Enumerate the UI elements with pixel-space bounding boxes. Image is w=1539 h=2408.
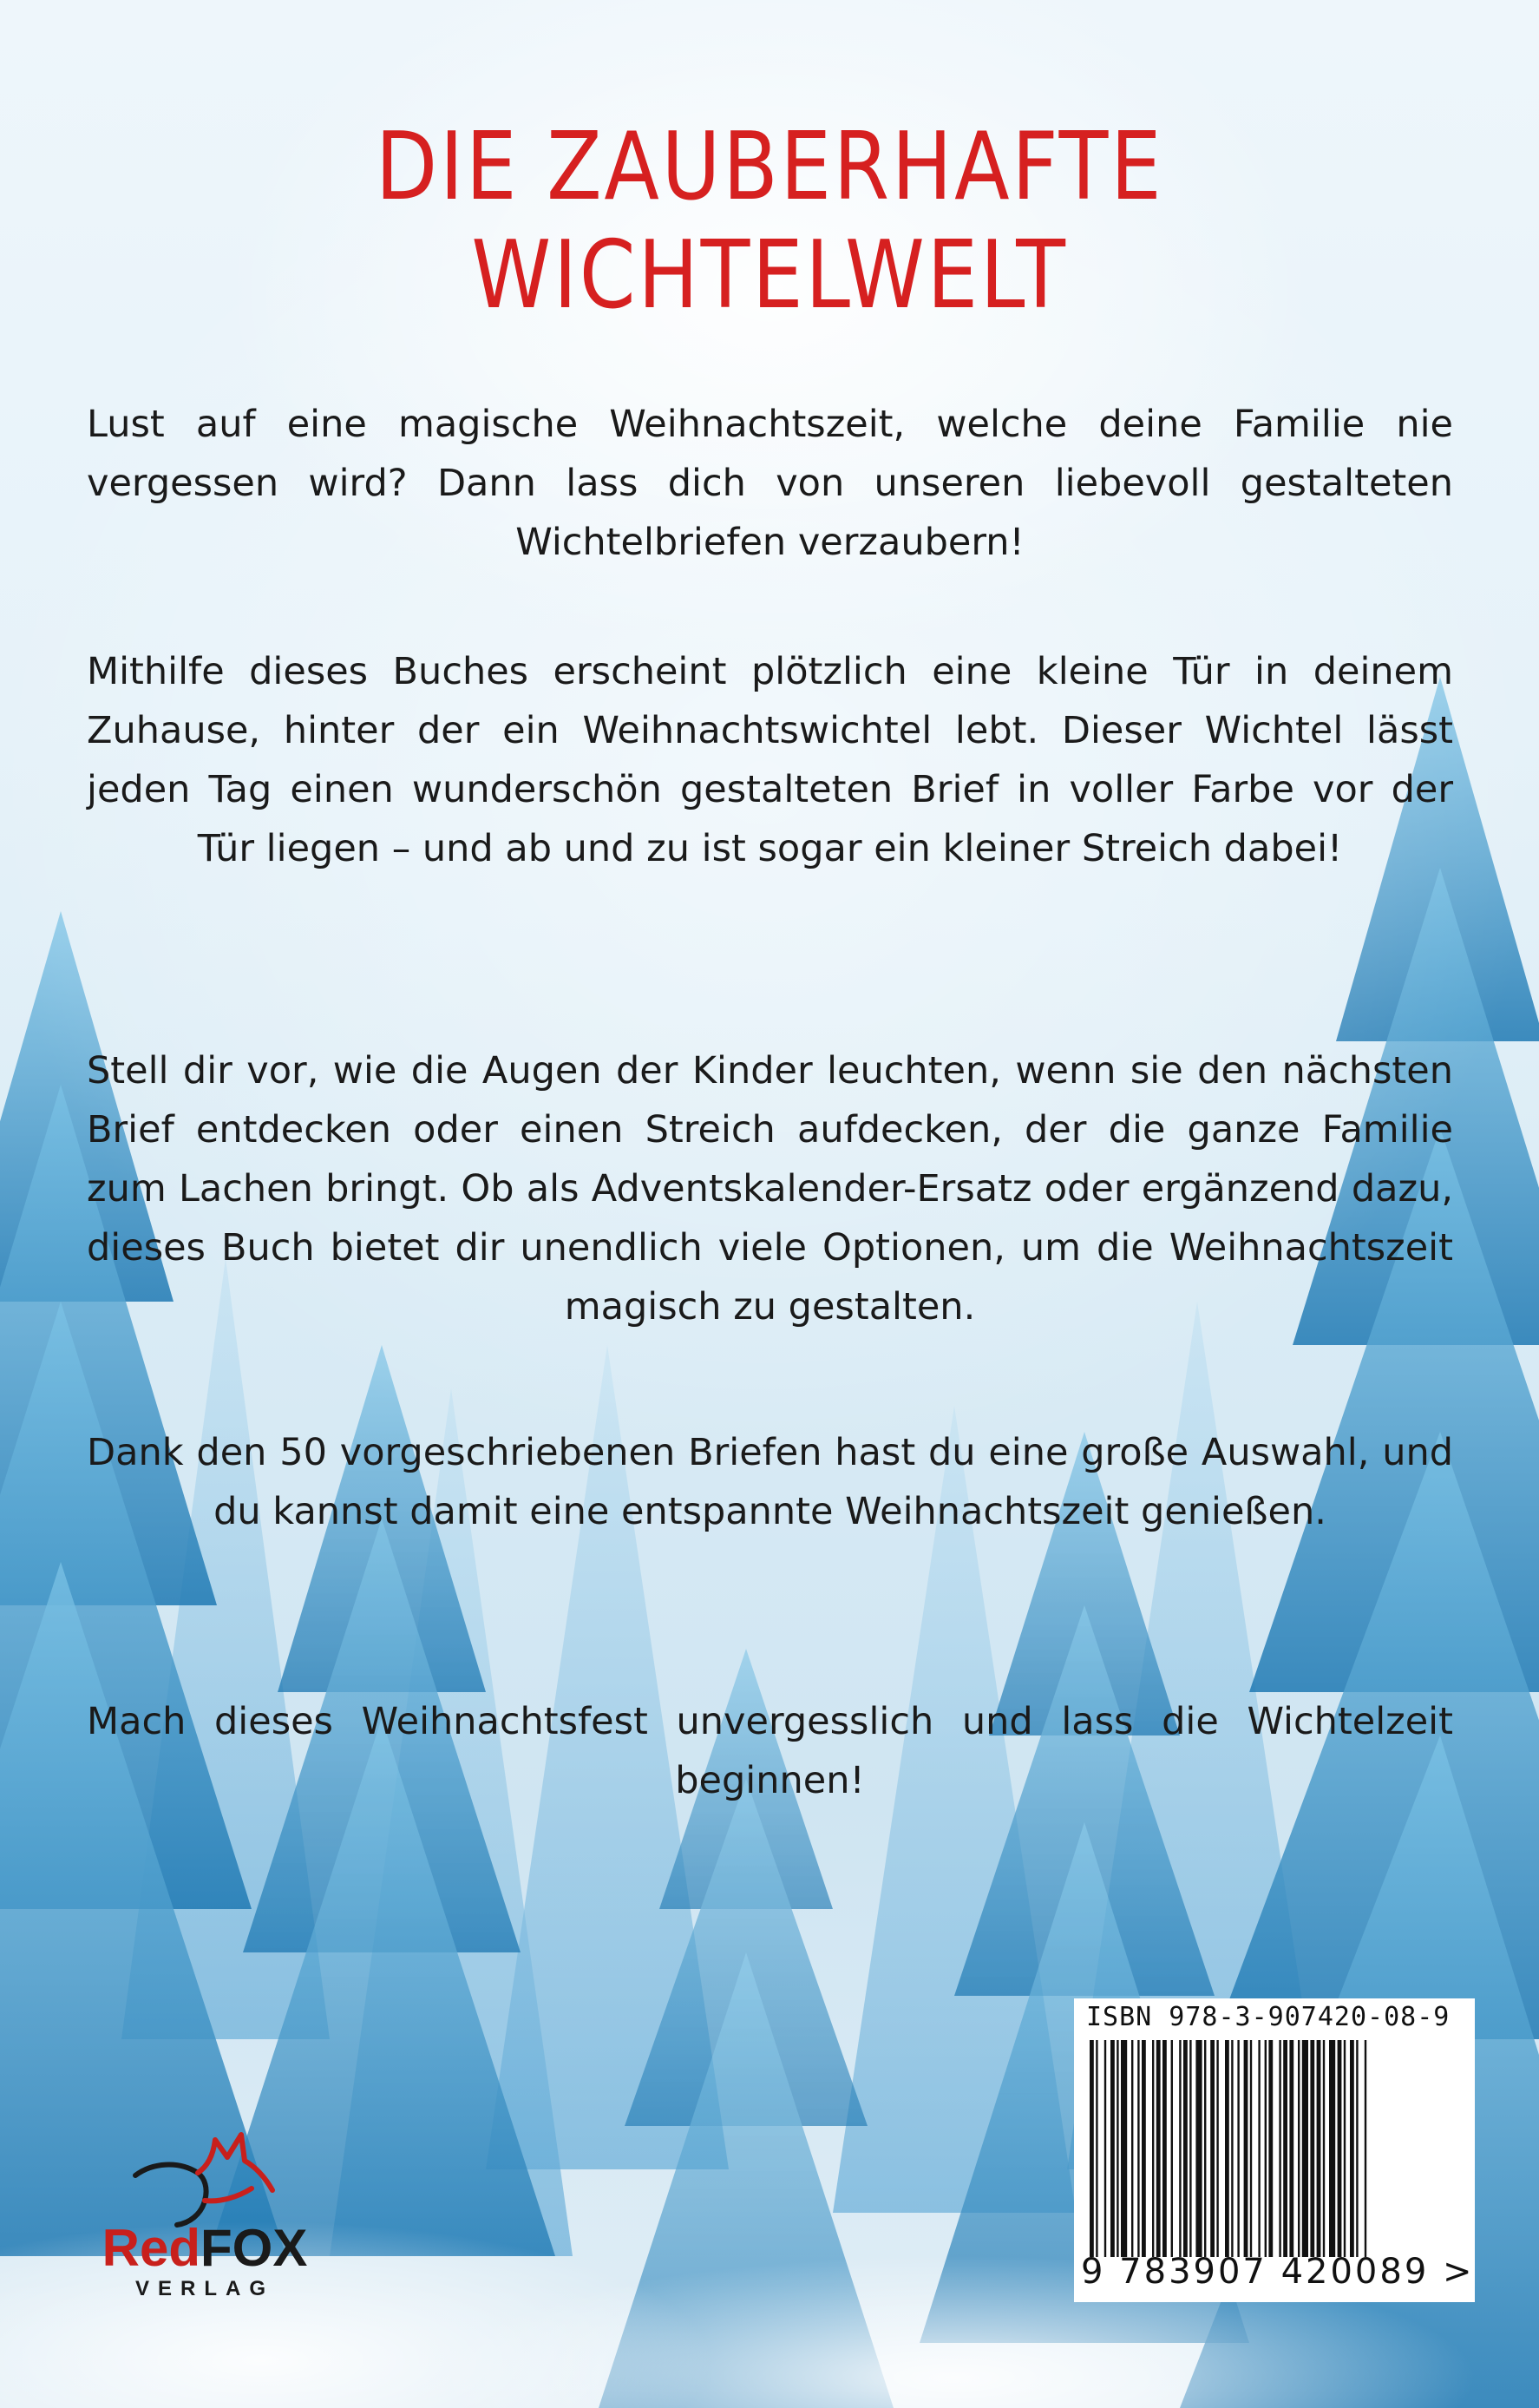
barcode-bar: [1250, 2040, 1252, 2257]
publisher-logo: [83, 2128, 326, 2300]
barcode-bar: [1258, 2040, 1260, 2257]
barcode-bar: [1237, 2040, 1239, 2257]
barcode-bar: [1179, 2040, 1181, 2257]
blurb-paragraph-2: [87, 642, 1453, 878]
barcode-bar: [1265, 2040, 1267, 2257]
blurb-paragraph-3: [87, 1041, 1453, 1336]
barcode-bar: [1344, 2040, 1346, 2257]
blurb-text-1: Lust auf eine magische Weihnachtszeit, welche deine Familie nie vergessen wird? Dann lass dich von unseren liebevoll gestalteten Wichtelbriefen verzaubern!: [87, 403, 1453, 564]
barcode-bar: [1323, 2040, 1325, 2257]
barcode-bar: [1152, 2040, 1154, 2257]
barcode-bar: [1117, 2040, 1118, 2257]
barcode-digits: 9 783907 420089 >: [1081, 2252, 1475, 2292]
blurb-text-3: Stell dir vor, wie die Augen der Kinder leuchten, wenn sie den nächsten Brief entdecken oder einen Streich aufdecken, der die ganze Familie zum Lachen bringt. Ob als Adventskalender-Ersatz oder ergänzend dazu, dieses Buch bietet dir unendlich viele Optionen, um die Weihnachtszeit magisch zu gestalten.: [87, 1049, 1453, 1329]
barcode-bar: [1356, 2040, 1358, 2257]
barcode-bar: [1110, 2040, 1115, 2257]
barcode-bar: [1283, 2040, 1287, 2257]
blurb-text-4: Dank den 50 vorgeschriebenen Briefen hast du eine große Auswahl, und du kannst damit eine entspannte Weihnachtszeit genießen.: [87, 1431, 1453, 1533]
barcode-bar: [1268, 2040, 1273, 2257]
barcode-bar: [1338, 2040, 1342, 2257]
blurb-paragraph-4: [87, 1423, 1453, 1541]
barcode-bar: [1298, 2040, 1300, 2257]
barcode-bar: [1096, 2040, 1097, 2257]
isbn-barcode-box: [1074, 1998, 1475, 2302]
barcode-bar: [1289, 2040, 1293, 2257]
barcode-bar: [1317, 2040, 1321, 2257]
barcode-bar: [1195, 2040, 1202, 2257]
blurb-paragraph-1: [87, 395, 1453, 572]
publisher-subline: VERLAG: [134, 2277, 274, 2300]
barcode-bar: [1329, 2040, 1335, 2257]
barcode-icon: [1090, 2040, 1459, 2257]
barcode-bar: [1302, 2040, 1308, 2257]
book-title: DIE ZAUBERHAFTE WICHTELWELT: [375, 113, 1164, 330]
blurb-paragraph-5: [87, 1692, 1453, 1810]
barcode-bar: [1090, 2040, 1094, 2257]
barcode-bar: [1210, 2040, 1215, 2257]
publisher-name: [83, 2218, 326, 2278]
barcode-bar: [1104, 2040, 1106, 2257]
barcode-bar: [1121, 2040, 1127, 2257]
publisher-name-dark: FOX: [200, 2219, 308, 2277]
barcode-bar: [1183, 2040, 1188, 2257]
barcode-bar: [1310, 2040, 1314, 2257]
barcode-bar: [1350, 2040, 1354, 2257]
barcode-bar: [1171, 2040, 1173, 2257]
publisher-name-red: Red: [102, 2219, 200, 2277]
barcode-bar: [1225, 2040, 1229, 2257]
blurb-text-2: Mithilfe dieses Buches erscheint plötzlich eine kleine Tür in deinem Zuhause, hinter der ein Weihnachtswichtel lebt. Dieser Wichtel lässt jeden Tag einen wunderschön gestalteten Brief in voller Farbe vor der Tür liegen – und ab und zu ist sogar ein kleiner Streich dabei!: [87, 650, 1453, 870]
fox-logo-icon: [118, 2128, 291, 2232]
barcode-bar: [1216, 2040, 1218, 2257]
barcode-bar: [1137, 2040, 1139, 2257]
barcode-bar: [1244, 2040, 1248, 2257]
barcode-bar: [1142, 2040, 1146, 2257]
barcode-bar: [1156, 2040, 1161, 2257]
blurb-text-5: Mach dieses Weihnachtsfest unvergesslich und lass die Wichtelzeit beginnen!: [87, 1700, 1453, 1802]
isbn-label: ISBN 978-3-907420-08-9: [1086, 2002, 1451, 2032]
barcode-bar: [1162, 2040, 1167, 2257]
barcode-bar: [1279, 2040, 1280, 2257]
barcode-bar: [1204, 2040, 1206, 2257]
barcode-bar: [1231, 2040, 1233, 2257]
barcode-bar: [1189, 2040, 1191, 2257]
barcode-bar: [1131, 2040, 1133, 2257]
barcode-bar: [1365, 2040, 1366, 2257]
